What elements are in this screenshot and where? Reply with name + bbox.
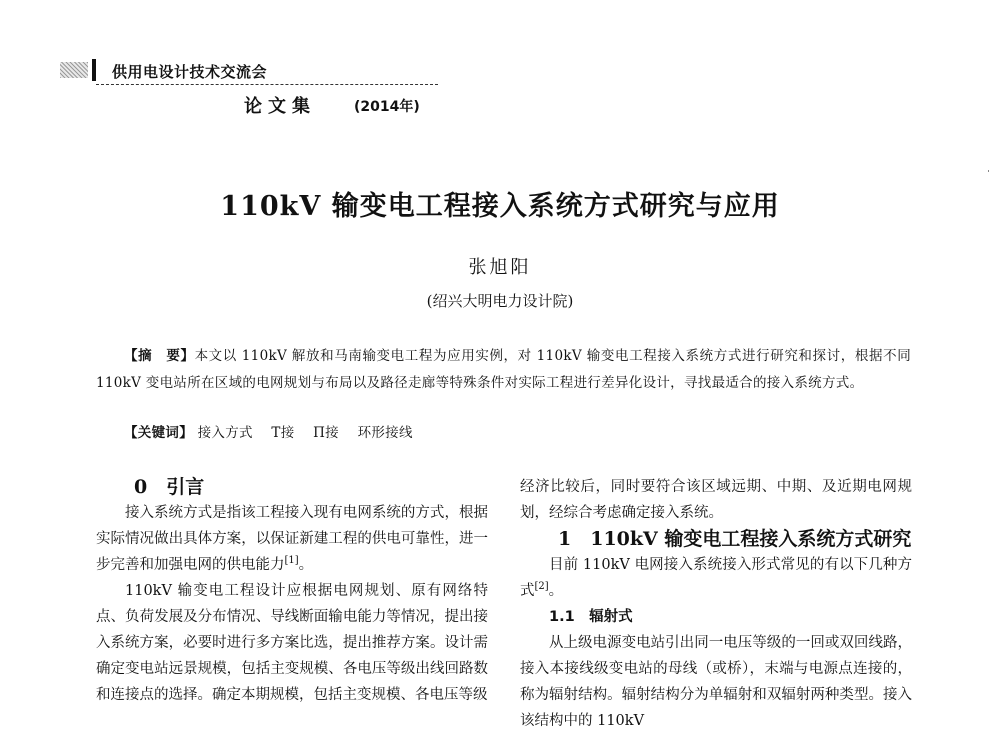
header-series: 供用电设计技术交流会: [112, 63, 268, 81]
continued-paragraph: 经济比较后，同时要符合该区域远期、中期、及近期电网规划，经综合考虑确定接入系统。: [520, 479, 912, 521]
intro-paragraph-1: 接入系统方式是指该工程接入现有电网系统的方式，根据实际情况做出具体方案，以保证新建工程的供电可靠性，进一步完善和加强电网的供电能力[1]。: [96, 505, 488, 573]
header-collection: 论文集: [244, 96, 316, 117]
abstract-label: 【摘 要】: [124, 348, 195, 364]
left-column: [96, 474, 488, 708]
keyword: Π接: [313, 425, 339, 441]
intro-paragraph-2: 110kV 输变电工程设计应根据电网规划、原有网络特点、负荷发展及分布情况、导线断面输电能力等情况，提出接入系统方案，必要时进行多方案比选，提出推荐方案。设计需确定变电站远景规模，包括主变规模、各电压等级出线回路数和连接点的选择。确定本期规模，包括主变规模、各电压等级: [96, 583, 488, 703]
paper-title: 110kV 输变电工程接入系统方式研究与应用: [220, 191, 780, 222]
edge-mark: [988, 170, 989, 172]
header-bar: [92, 59, 96, 81]
keywords: [124, 421, 427, 441]
affiliation: (绍兴大明电力设计院): [426, 292, 574, 310]
citation: [1]: [284, 555, 299, 567]
keyword: T接: [271, 425, 295, 441]
keyword: 接入方式: [197, 425, 253, 441]
abstract: [96, 343, 911, 397]
author: 张旭阳: [468, 257, 532, 278]
section-1-paragraph: 目前 110kV 电网接入系统接入形式常见的有以下几种方式[2]。: [520, 557, 912, 599]
subsection-1-1-paragraph: 从上级电源变电站引出同一电压等级的一回或双回线路，接入本接线级变电站的母线（或桥），末端与电源点连接的，称为辐射结构。辐射结构分为单辐射和双辐射两种类型。接入该结构中的 110kV: [520, 635, 912, 729]
header-year: (2014年): [354, 99, 420, 115]
section-heading-1: 1 110kV 输变电工程接入系统方式研究: [558, 528, 912, 550]
section-heading-intro: 0 引言: [134, 476, 205, 498]
header-divider: [96, 84, 438, 85]
citation: [2]: [534, 581, 549, 593]
keyword: 环形接线: [357, 425, 413, 441]
right-column: [520, 474, 912, 734]
subsection-heading-1-1: 1.1 辐射式: [549, 609, 633, 625]
header-pattern: [60, 62, 88, 78]
abstract-text: 本文以 110kV 解放和马南输变电工程为应用实例，对 110kV 输变电工程接入系统方式进行研究和探讨，根据不同 110kV 变电站所在区域的电网规划与布局以及路径走廊等特殊条件对实际工程进行差异化设计，寻找最适合的接入系统方式。: [96, 348, 911, 391]
keywords-label: 【关键词】: [124, 425, 193, 441]
